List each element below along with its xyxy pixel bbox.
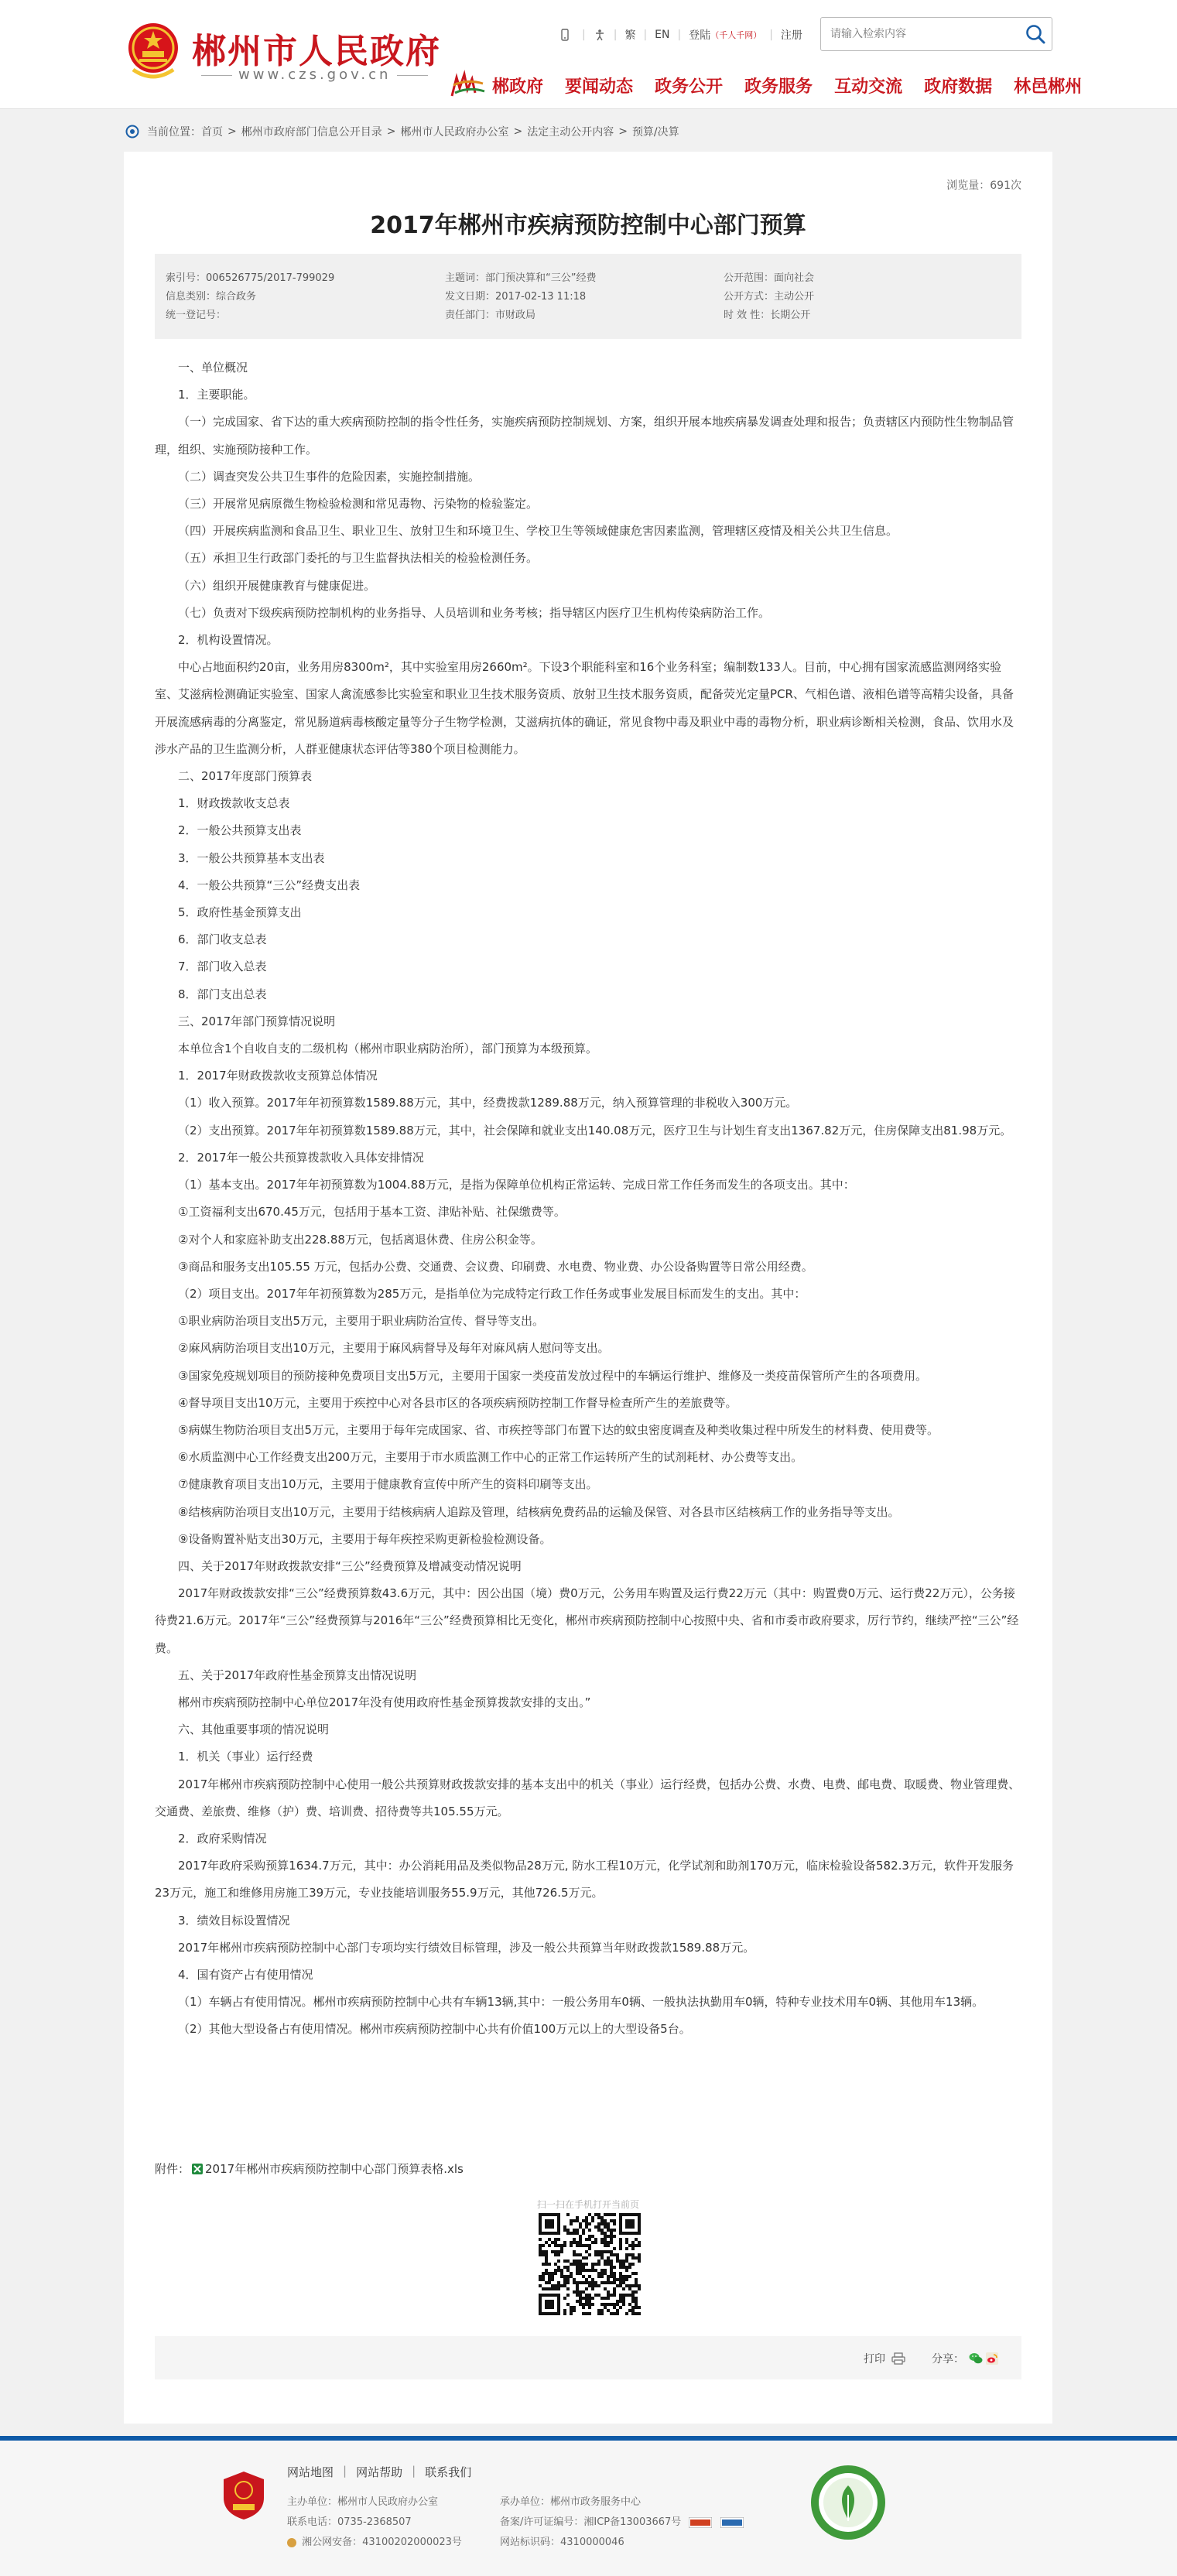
- trust-badge-icon[interactable]: [720, 2517, 744, 2528]
- article-paragraph: 2．2017年一般公共预算拨款收入具体安排情况: [178, 1150, 424, 1165]
- article-paragraph: ⑥水质监测中心工作经费支出200万元，主要用于市水质监测工作中心的正常工作运转所产生的试剂耗材、办公费等支出。: [178, 1450, 803, 1465]
- article-paragraph: （1）收入预算。2017年年初预算数1589.88万元，其中，经费拨款1289.88万元，纳入预算管理的非税收入300万元。: [178, 1096, 798, 1110]
- article-paragraph: 2017年郴州市疾病预防控制中心使用一般公共预算财政拨款安排的基本支出中的机关（事业）运行经费，包括办公费、水费、电费、邮电费、取暖费、物业管理费、交通费、差旅费、维修（护）费、培训费、招待费等共105.55万元。: [155, 1777, 1021, 1818]
- article-paragraph: 7．部门收入总表: [178, 960, 267, 974]
- share-bar: [932, 2351, 998, 2366]
- print-button[interactable]: [864, 2351, 905, 2366]
- nav-item-news[interactable]: 要闻动态: [565, 77, 634, 97]
- attachment-link[interactable]: 2017年郴州市疾病预防控制中心部门预算表格.xls: [205, 2162, 464, 2176]
- footer-host: 主办单位：郴州市人民政府办公室: [287, 2496, 439, 2508]
- meta-dept: 责任部门：市财政局: [445, 310, 536, 321]
- share-label: 分享：: [932, 2353, 964, 2366]
- article-paragraph: 5．政府性基金预算支出: [178, 905, 302, 920]
- view-count: 浏览量：691次: [946, 180, 1021, 192]
- weibo-icon[interactable]: [986, 2352, 998, 2365]
- site-header: [0, 0, 1177, 108]
- breadcrumb-prefix: 当前位置：: [147, 126, 201, 139]
- footer-undertaker: 承办单位：郴州市政务服务中心: [500, 2496, 642, 2508]
- article-paragraph: 本单位含1个自收自支的二级机构（郴州市职业病防治所），部门预算为本级预算。: [178, 1042, 598, 1056]
- article-paragraph: （1）基本支出。2017年年初预算数为1004.88万元，是指为保障单位机构正常运转、完成日常工作任务而发生的各项支出。其中：: [178, 1178, 855, 1192]
- article-paragraph: ②麻风病防治项目支出10万元，主要用于麻风病督导及每年对麻风病人慰问等支出。: [178, 1341, 610, 1356]
- article-paragraph: （六）组织开展健康教育与健康促进。: [178, 578, 376, 593]
- article-paragraph: 3．绩效目标设置情况: [178, 1913, 290, 1928]
- article-paragraph: ⑨设备购置补贴支出30万元，主要用于每年疾控采购更新检验检测设备。: [178, 1531, 552, 1546]
- footer-phone: 联系电话：0735-2368507: [287, 2516, 412, 2528]
- footer-site-code: 网站标识码：4310000046: [500, 2537, 624, 2548]
- article-paragraph: （二）调查突发公共卫生事件的危险因素，实施控制措施。: [178, 469, 481, 484]
- article-paragraph: 六、其他重要事项的情况说明: [178, 1722, 330, 1737]
- article-paragraph: （四）开展疾病监测和食品卫生、职业卫生、放射卫生和环境卫生、学校卫生等领域健康危害因素监测，管理辖区疫情及相关公共卫生信息。: [178, 524, 898, 539]
- site-url: www.czs.gov.cn: [195, 67, 434, 83]
- article-paragraph: （三）开展常见病原微生物检验检测和常见毒物、污染物的检验鉴定。: [178, 497, 539, 511]
- login-note: （千人千网）: [710, 30, 762, 40]
- article-paragraph: 2．机构设置情况。: [178, 633, 279, 648]
- footer-link-sitemap[interactable]: 网站地图: [287, 2465, 334, 2479]
- article-paragraph: 五、关于2017年政府性基金预算支出情况说明: [178, 1668, 417, 1682]
- breadcrumb-home[interactable]: 首页: [201, 126, 223, 139]
- qr-code: [539, 2213, 641, 2315]
- nav-item-data[interactable]: 政府数据: [924, 77, 993, 97]
- breadcrumb-public-content[interactable]: 法定主动公开内容: [527, 126, 614, 139]
- excel-file-icon: [191, 2163, 204, 2175]
- article-title: 2017年郴州市疾病预防控制中心部门预算: [370, 212, 806, 239]
- article-paragraph: ⑦健康教育项目支出10万元，主要用于健康教育宣传中所产生的资料印刷等支出。: [178, 1477, 598, 1492]
- city-logo-icon: [449, 70, 486, 101]
- meta-scope: 公开范围：面向社会: [724, 272, 815, 284]
- nav-item-public-info[interactable]: 政务公开: [655, 77, 724, 97]
- article-body: [155, 354, 1021, 2044]
- article-paragraph: 6．部门收支总表: [178, 932, 267, 947]
- article-paragraph: ②对个人和家庭补助支出228.88万元，包括离退休费、住房公积金等。: [178, 1232, 542, 1247]
- meta-method: 公开方式：主动公开: [724, 291, 815, 303]
- article-toolbar: [155, 2336, 1021, 2379]
- article-paragraph: （2）支出预算。2017年年初预算数1589.88万元，其中，社会保障和就业支出140.08万元，医疗卫生与计划生育支出1367.82万元，住房保障支出81.98万元。: [178, 1123, 1012, 1137]
- footer-police-row: [287, 2533, 462, 2548]
- national-emblem-icon: [125, 19, 181, 84]
- article-paragraph: ⑧结核病防治项目支出10万元，主要用于结核病病人追踪及管理，结核病免费药品的运输及保管、对各县市区结核病工作的业务指导等支出。: [178, 1504, 900, 1519]
- nav-item-services[interactable]: 政务服务: [744, 77, 813, 97]
- article-paragraph: 2017年政府采购预算1634.7万元，其中：办公消耗用品及类似物品28万元, 防水工程10万元，化学试剂和助剂170万元，临床检验设备582.3万元，软件开发服务23万元，施工和维修用房施工39万元，专业技能培训服务55.9万元，其他726.5万元。: [155, 1859, 1014, 1900]
- site-title[interactable]: 郴州市人民政府: [192, 32, 441, 71]
- nav-item-linyi-chenzhou[interactable]: 林邑郴州: [1014, 77, 1083, 97]
- police-badge-icon: [287, 2538, 296, 2547]
- meta-issue-date: 发文日期：2017-02-13 11:18: [445, 291, 587, 303]
- footer-icp[interactable]: 备案/许可证编号：湘ICP备13003667号: [500, 2516, 682, 2528]
- article-paragraph: 1．主要职能。: [178, 388, 255, 402]
- breadcrumb: 当前位置： 首页 > 郴州市政府部门信息公开目录 > 郴州市人民政府办公室 > 法定主动公开内容 > 预算/决算: [125, 124, 679, 139]
- article-paragraph: （2）其他大型设备占有使用情况。郴州市疾病预防控制中心共有价值100万元以上的大型设备5台。: [178, 2022, 691, 2037]
- article-paragraph: 二、2017年度部门预算表: [178, 769, 313, 784]
- footer-icp-row: [500, 2513, 744, 2528]
- attachment: [155, 2160, 464, 2177]
- article-paragraph: 2．一般公共预算支出表: [178, 823, 302, 838]
- civilized-city-badge-icon[interactable]: [809, 2464, 887, 2541]
- meta-unified-reg: 统一登记号：: [166, 310, 227, 321]
- english-link[interactable]: EN: [655, 29, 670, 41]
- article-paragraph: 四、关于2017年财政拨款安排“三公”经费预算及增减变动情况说明: [178, 1558, 522, 1573]
- article-paragraph: 郴州市疾病预防控制中心单位2017年没有使用政府性基金预算拨款安排的支出。”: [178, 1695, 591, 1709]
- article-paragraph: ③国家免疫规划项目的预防接种免费项目支出5万元，主要用于国家一类疫苗发放过程中的车辆运行维护、维修及一类疫苗保管所产生的各项费用。: [178, 1368, 927, 1383]
- footer-links: 网站地图 | 网站帮助 | 联系我们: [287, 2464, 472, 2479]
- article-paragraph: 1．财政拨款收支总表: [178, 796, 290, 811]
- article-paragraph: ⑤病媒生物防治项目支出5万元，主要用于每年完成国家、省、市疾控等部门布置下达的蚊虫密度调查及种类收集过程中所发生的材料费、使用费等。: [178, 1422, 939, 1437]
- article-paragraph: 1．机关（事业）运行经费: [178, 1750, 313, 1764]
- search-input[interactable]: [829, 23, 1018, 45]
- article-paragraph: 2．政府采购情况: [178, 1831, 267, 1846]
- nav-item-government[interactable]: 郴政府: [492, 77, 544, 97]
- article-paragraph: （1）车辆占有使用情况。郴州市疾病预防控制中心共有车辆13辆,其中：一般公务用车0辆、一般执法执勤用车0辆，特种专业技术用车0辆、其他用车13辆。: [178, 1995, 984, 2010]
- wechat-icon[interactable]: [969, 2352, 983, 2365]
- meta-validity: 时 效 性：长期公开: [724, 310, 811, 321]
- breadcrumb-budget[interactable]: 预算/决算: [631, 126, 679, 139]
- mobile-icon: [559, 29, 571, 41]
- article-paragraph: 一、单位概况: [178, 361, 248, 375]
- article-paragraph: 1．2017年财政拨款收支预算总体情况: [178, 1069, 378, 1083]
- article-paragraph: ③商品和服务支出105.55 万元，包括办公费、交通费、会议费、印刷费、水电费、物业费、办公设备购置等日常公用经费。: [178, 1259, 813, 1274]
- article-paragraph: （一）完成国家、省下达的重大疾病预防控制的指令性任务，实施疾病预防控制规划、方案，组织开展本地疾病暴发调查处理和报告；负责辖区内预防性生物制品管理，组织、实施预防接种工作。: [155, 415, 1014, 457]
- article-paragraph: 4．国有资产占有使用情况: [178, 1967, 313, 1982]
- footer-link-contact[interactable]: 联系我们: [425, 2465, 472, 2479]
- article-paragraph: 中心占地面积约20亩，业务用房8300m²，其中实验室用房2660m²。下设3个职能科室和16个业务科室；编制数133人。目前，中心拥有国家流感监测网络实验室、艾滋病检测确证实验室、国家人禽流感参比实验室和职业卫生技术服务资质、放射卫生技术服务资质，配备荧光定量PCR、气相色谱、液相色谱等高精尖设备，具备开展流感病毒的分离鉴定，常见肠道病毒核酸定量等分子生物学检测，艾滋病抗体的确证，常见食物中毒及职业中毒的毒物分析，职业病诊断相关检测，食品、饮用水及涉水产品的卫生监测分析，人群亚健康状态评估等380个项目检测能力。: [155, 660, 1014, 756]
- site-footer: [0, 2441, 1177, 2576]
- meta-info-category: 信息类别：综合政务: [166, 291, 257, 303]
- location-pin-icon: [125, 125, 139, 139]
- meta-index-no: 索引号：006526775/2017-799029: [166, 272, 335, 284]
- print-label: 打印: [864, 2353, 885, 2366]
- footer-police[interactable]: 湘公网安备：43100202000023号: [302, 2537, 462, 2548]
- article-paragraph: ①工资福利支出670.45万元，包括用于基本工资、津贴补贴、社保缴费等。: [178, 1205, 566, 1220]
- article-paragraph: ④督导项目支出10万元，主要用于疾控中心对各县市区的各项疾病预防控制工作督导检查所产生的差旅费等。: [178, 1395, 737, 1410]
- qr-label: 扫一扫在手机打开当前页: [536, 2199, 639, 2210]
- breadcrumb-bar: [0, 108, 1177, 152]
- article-paragraph: 三、2017年部门预算情况说明: [178, 1014, 336, 1028]
- party-government-emblem-icon[interactable]: [222, 2470, 265, 2521]
- accessibility-link[interactable]: [594, 29, 606, 41]
- cnnic-badge-icon[interactable]: [689, 2517, 712, 2528]
- article-paragraph: （七）负责对下级疾病预防控制机构的业务指导、人员培训和业务考核；指导辖区内医疗卫生机构传染病防治工作。: [178, 605, 771, 620]
- accessibility-icon: [594, 29, 606, 41]
- breadcrumb-office[interactable]: 郴州市人民政府办公室: [400, 126, 509, 139]
- article-panel: [124, 152, 1052, 2424]
- attachment-label: 附件：: [155, 2162, 190, 2176]
- login-link[interactable]: 登陆: [689, 29, 711, 42]
- article-paragraph: （五）承担卫生行政部门委托的与卫生监督执法相关的检验检测任务。: [178, 551, 539, 566]
- traditional-chinese-link[interactable]: 繁: [624, 29, 636, 42]
- article-paragraph: 8．部门支出总表: [178, 987, 267, 1001]
- article-paragraph: ①职业病防治项目支出5万元，主要用于职业病防治宣传、督导等支出。: [178, 1314, 544, 1329]
- search-icon[interactable]: [1024, 22, 1047, 46]
- breadcrumb-catalog[interactable]: 郴州市政府部门信息公开目录: [241, 126, 382, 139]
- footer-link-help[interactable]: 网站帮助: [356, 2465, 403, 2479]
- article-paragraph: 2017年郴州市疾病预防控制中心部门专项均实行绩效目标管理，涉及一般公共预算当年财政拨款1589.88万元。: [178, 1940, 755, 1955]
- article-paragraph: 2017年财政拨款安排“三公”经费预算数43.6万元，其中：因公出国（境）费0万元，公务用车购置及运行费22万元（其中：购置费0万元、运行费22万元），公务接待费21.6万元。2017年“三公”经费预算与2016年“三公”经费预算相比无变化，郴州市疾病预防控制中心按照中央、省和市委市政府要求，厉行节约，继续严控“三公”经费。: [155, 1586, 1019, 1655]
- main-nav: [449, 70, 1082, 101]
- printer-icon: [891, 2352, 905, 2365]
- nav-item-interaction[interactable]: 互动交流: [834, 77, 903, 97]
- meta-subject: 主题词：部门预决算和“三公”经费: [445, 272, 597, 284]
- article-meta: [155, 254, 1021, 339]
- search-box: [820, 17, 1052, 51]
- article-paragraph: 4．一般公共预算“三公”经费支出表: [178, 877, 361, 892]
- top-links: | | 繁 | EN | 登陆 （千人千网） | 注册: [559, 25, 802, 45]
- article-paragraph: 3．一般公共预算基本支出表: [178, 850, 325, 865]
- simplified-chinese-link[interactable]: [559, 29, 574, 41]
- article-paragraph: （2）项目支出。2017年年初预算数为285万元，是指单位为完成特定行政工作任务或事业发展目标而发生的支出。其中：: [178, 1286, 806, 1301]
- register-link[interactable]: 注册: [780, 29, 802, 42]
